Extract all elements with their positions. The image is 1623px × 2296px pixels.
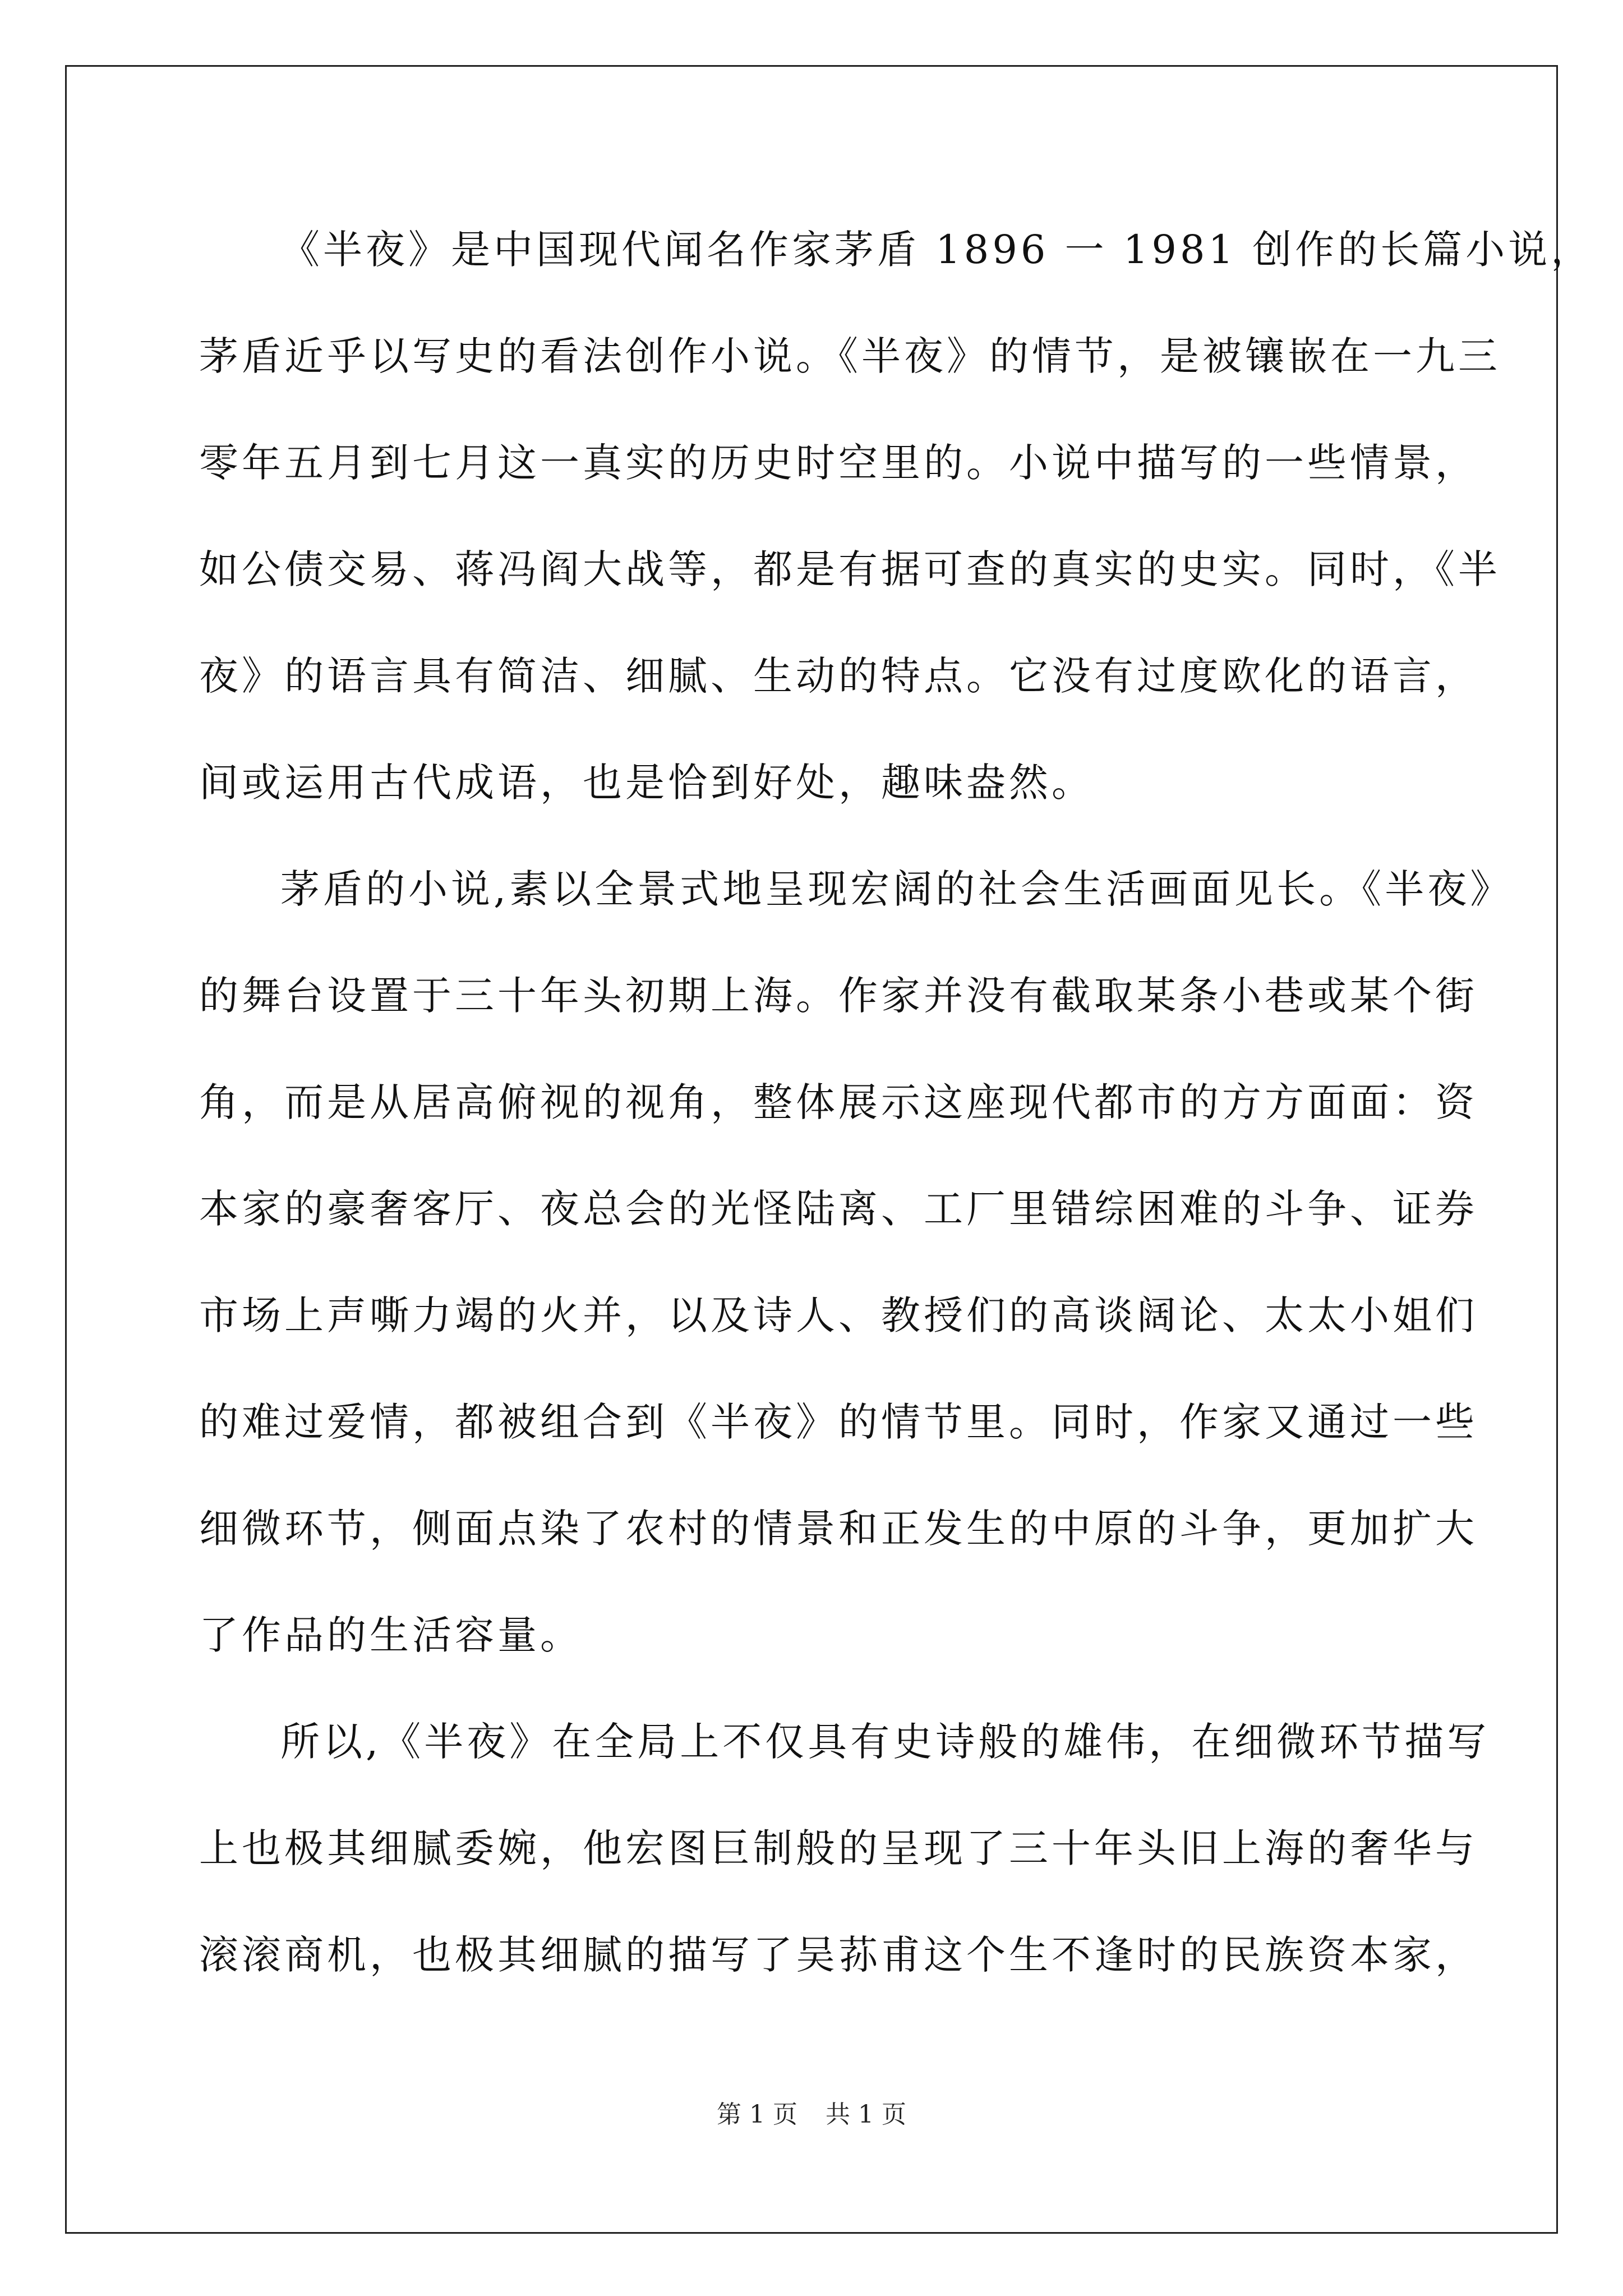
paragraph-2-line-3: 角，而是从居高俯视的视角，整体展示这座现代都市的方方面面：资 [199, 1079, 1478, 1125]
paragraph-2-line-6: 的难过爱情，都被组合到《半夜》的情节里。同时，作家又通过一些 [199, 1399, 1478, 1445]
page-number: 第 1 页 [717, 2100, 797, 2129]
paragraph-2-line-7: 细微环节，侧面点染了农村的情景和正发生的中原的斗争，更加扩大 [199, 1506, 1478, 1552]
page-total: 共 1 页 [826, 2100, 906, 2129]
paragraph-2-line-4: 本家的豪奢客厅、夜总会的光怪陆离、工厂里错综困难的斗争、证券 [199, 1186, 1478, 1232]
paragraph-2-line-1: 茅盾的小说,素以全景式地呈现宏阔的社会生活画面见长。《半夜》 [280, 866, 1513, 912]
paragraph-1-line-4: 如公债交易、蒋冯阎大战等，都是有据可查的真实的史实。同时，《半 [199, 546, 1501, 592]
page-footer [0, 2098, 1623, 2132]
paragraph-1-line-5: 夜》的语言具有简洁、细腻、生动的特点。它没有过度欧化的语言， [199, 653, 1478, 699]
paragraph-2-line-8: 了作品的生活容量。 [199, 1612, 583, 1658]
paragraph-2-line-5: 市场上声嘶力竭的火并，以及诗人、教授们的高谈阔论、太太小姐们 [199, 1292, 1478, 1338]
paragraph-3-line-3: 滚滚商机，也极其细腻的描写了吴荪甫这个生不逢时的民族资本家， [199, 1932, 1478, 1978]
paragraph-1-line-1: 《半夜》是中国现代闻名作家茅盾 1896 一 1981 创作的长篇小说， [280, 227, 1594, 273]
paragraph-1-line-2: 茅盾近乎以写史的看法创作小说。《半夜》的情节，是被镶嵌在一九三 [199, 333, 1501, 379]
paragraph-3-line-1: 所以,《半夜》在全局上不仅具有史诗般的雄伟，在细微环节描写 [280, 1719, 1490, 1765]
page-border [65, 65, 1558, 2234]
paragraph-1-line-6: 间或运用古代成语，也是恰到好处，趣味盎然。 [199, 760, 1094, 806]
paragraph-1-line-3: 零年五月到七月这一真实的历史时空里的。小说中描写的一些情景， [199, 440, 1478, 486]
paragraph-2-line-2: 的舞台设置于三十年头初期上海。作家并没有截取某条小巷或某个街 [199, 973, 1478, 1019]
paragraph-3-line-2: 上也极其细腻委婉，他宏图巨制般的呈现了三十年头旧上海的奢华与 [199, 1825, 1478, 1871]
